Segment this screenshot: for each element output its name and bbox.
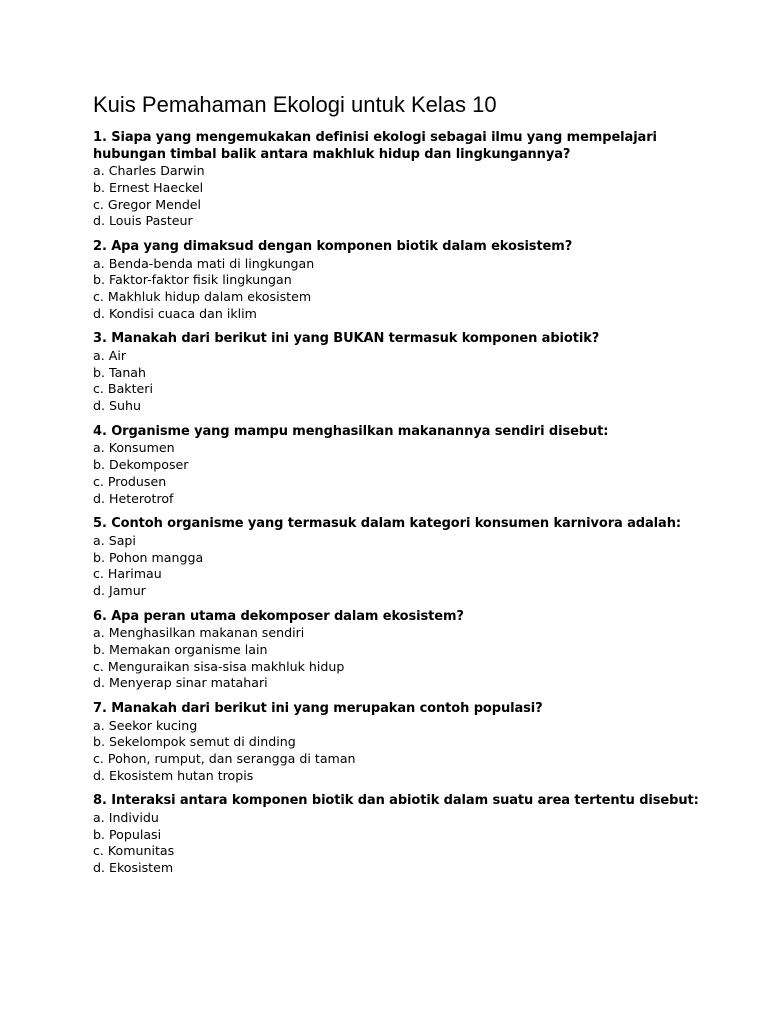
- question-2: [93, 239, 733, 322]
- option-c: c. Bakteri: [93, 381, 153, 397]
- question-text: 2. Apa yang dimaksud dengan komponen biotik dalam ekosistem?: [93, 239, 573, 254]
- question-text: 5. Contoh organisme yang termasuk dalam kategori konsumen karnivora adalah:: [93, 516, 681, 532]
- option-a: a. Benda-benda mati di lingkungan: [93, 255, 315, 271]
- option-a: a. Air: [93, 348, 127, 363]
- option-list: [93, 533, 733, 600]
- option-c: c. Pohon, rumput, dan serangga di taman: [93, 751, 356, 767]
- option-d: d. Suhu: [93, 398, 141, 414]
- question-text: 7. Manakah dari berikut ini yang merupakan contoh populasi?: [93, 701, 543, 717]
- option-d: d. Ekosistem hutan tropis: [93, 767, 254, 783]
- option-list: [93, 440, 733, 507]
- question-text: 6. Apa peran utama dekomposer dalam ekosistem?: [93, 608, 464, 624]
- option-list: [93, 718, 733, 785]
- option-d: d. Ekosistem: [93, 860, 174, 876]
- option-d: d. Jamur: [93, 582, 146, 598]
- question-1: [93, 130, 733, 230]
- option-d: d. Kondisi cuaca dan iklim: [93, 305, 257, 321]
- option-a: a. Individu: [93, 810, 159, 826]
- question-8: [93, 793, 733, 876]
- document-title: Kuis Pemahaman Ekologi untuk Kelas 10: [93, 92, 497, 117]
- option-b: b. Sekelompok semut di dinding: [93, 734, 296, 750]
- question-text: 8. Interaksi antara komponen biotik dan abiotik dalam suatu area tertentu disebut:: [93, 793, 699, 809]
- question-6: [93, 609, 733, 692]
- option-b: b. Populasi: [93, 826, 162, 842]
- option-b: b. Dekomposer: [93, 457, 189, 473]
- question-text: 4. Organisme yang mampu menghasilkan makanannya sendiri disebut:: [93, 423, 609, 439]
- option-c: c. Produsen: [93, 473, 167, 489]
- option-b: b. Faktor-faktor fisik lingkungan: [93, 272, 292, 288]
- option-b: b. Tanah: [93, 364, 147, 380]
- question-3: [93, 331, 733, 414]
- option-d: d. Menyerap sinar matahari: [93, 675, 268, 691]
- question-7: [93, 701, 733, 784]
- option-c: c. Komunitas: [93, 843, 175, 859]
- question-text: 1. Siapa yang mengemukakan definisi ekologi sebagai ilmu yang mempelajari hubungan timbal balik antara makhluk hidup dan lingkungannya?: [93, 130, 657, 162]
- document-page: [93, 92, 733, 886]
- option-a: a. Seekor kucing: [93, 717, 198, 733]
- option-a: a. Konsumen: [93, 440, 175, 456]
- option-list: [93, 625, 733, 692]
- option-b: b. Memakan organisme lain: [93, 641, 268, 657]
- option-a: a. Menghasilkan makanan sendiri: [93, 625, 305, 641]
- option-a: a. Sapi: [93, 532, 136, 548]
- option-list: [93, 810, 733, 877]
- option-c: c. Harimau: [93, 566, 162, 582]
- option-c: c. Menguraikan sisa-sisa makhluk hidup: [93, 658, 345, 674]
- option-d: d. Louis Pasteur: [93, 213, 193, 229]
- option-list: [93, 256, 733, 323]
- option-a: a. Charles Darwin: [93, 163, 205, 179]
- option-b: b. Ernest Haeckel: [93, 179, 204, 195]
- question-4: [93, 424, 733, 507]
- option-d: d. Heterotrof: [93, 490, 174, 506]
- option-b: b. Pohon mangga: [93, 549, 204, 565]
- option-c: c. Makhluk hidup dalam ekosistem: [93, 289, 312, 304]
- option-list: [93, 163, 733, 230]
- question-text: 3. Manakah dari berikut ini yang BUKAN termasuk komponen abiotik?: [93, 331, 600, 347]
- option-list: [93, 348, 733, 415]
- question-5: [93, 516, 733, 599]
- option-c: c. Gregor Mendel: [93, 196, 202, 212]
